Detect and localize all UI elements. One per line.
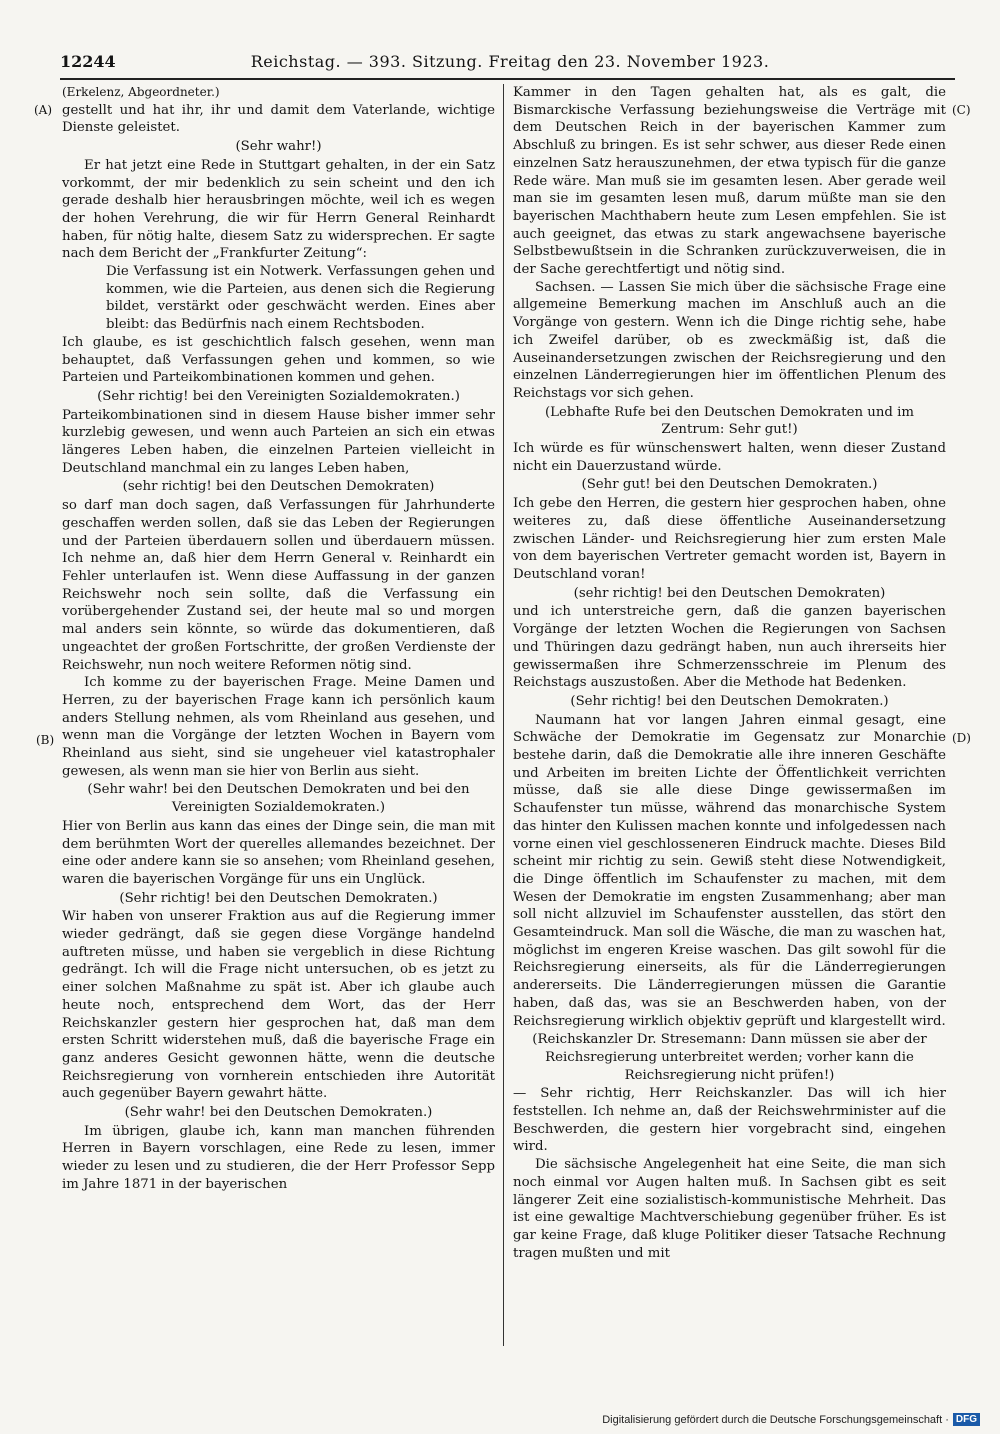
page-title: Reichstag. — 393. Sitzung. Freitag den 23. November 1923. [250, 52, 770, 71]
page-number: 12244 [60, 52, 116, 71]
paragraph: — Sehr richtig, Herr Reichskanzler. Das will ich hier feststellen. Ich nehme an, daß der Reichswehrminister auf die Beschwerden, die gestern hier vorgebracht sind, eingehen wird. [513, 1086, 946, 1155]
paragraph: Er hat jetzt eine Rede in Stuttgart gehalten, in der ein Satz vorkommt, der mir bedenklich zu sein scheint und den ich gerade deshalb hier herausbringen möchte, weil ich es wegen der hohen Verehrung, die wir für Herrn General Reinhardt haben, für nötig halte, diesem Satz zu widersprechen. Er sagte nach dem Bericht der „Frankfurter Zeitung“: [62, 157, 495, 262]
paragraph: Ich glaube, es ist geschichtlich falsch gesehen, wenn man behauptet, daß Verfassungen gehen und kommen, so wie Parteien und Parteikombinationen kommen und gehen. [62, 334, 495, 386]
paragraph: so darf man doch sagen, daß Verfassungen für Jahrhunderte geschaffen werden sollen, daß sie das Leben der Regierungen und der Parteien überdauern sollen und überdauern müssen. Ich nehme an, daß hier dem Herrn General v. Reinhardt ein Fehler unterlaufen ist. Wenn diese Auffassung in der ganzen Reichswehr noch sein sollte, daß die Verfassung ein vorübergehender Zustand sei, der heute mal so und morgen mal anders sein könnte, so würde das dokumentieren, daß ungeachtet der großen Fortschritte, der großen Verdienste der Reichswehr, nun noch weitere Reformen nötig sind. [62, 498, 495, 673]
interjection: (Sehr richtig! bei den Deutschen Demokraten.) [570, 693, 889, 709]
header-rule [60, 78, 955, 80]
interjection: (sehr richtig! bei den Deutschen Demokraten) [122, 479, 435, 495]
interjection: (Sehr richtig! bei den Vereinigten Sozialdemokraten.) [97, 388, 460, 404]
interjection: (Sehr wahr! bei den Deutschen Demokraten.) [124, 1105, 433, 1121]
paragraph: Kammer in den Tagen gehalten hat, als es galt, die Bismarckische Verfassung beziehungsweise die Verträge mit dem Deutschen Reich in der bayerischen Kammer zum Abschluß zu bringen. Es ist sehr schwer, aus dieser Rede einen einzelnen Satz herauszunehmen, der etwa typisch für die ganze Rede wäre. Man muß sie im gesamten lesen. Aber gerade weil man sie im gesamten lesen muß, darum müßte man sie den bayerischen Machthabern heute zum Lesen empfehlen. Sie ist auch geeignet, das etwas zu stark angewachsene bayerische Selbstbewußtsein in die Schranken zurückzuverweisen, die in der Sache gerechtfertigt und nötig sind. [513, 85, 946, 278]
margin-marker-d: (D) [952, 731, 971, 745]
margin-marker-b: (B) [36, 733, 55, 747]
right-column [513, 84, 946, 1262]
interjection: (Reichskanzler Dr. Stresemann: Dann müssen sie aber der Reichsregierung unterbreitet werden; vorher kann die Reichsregierung nicht prüfen!) [532, 1032, 927, 1083]
margin-marker-a: (A) [34, 103, 53, 117]
paragraph: Sachsen. — Lassen Sie mich über die sächsische Frage eine allgemeine Bemerkung machen im Anschluß auch an die Vorgänge von gestern. Wenn ich die Dinge richtig sehe, habe ich Zweifel darüber, ob es zweckmäßig ist, daß die Auseinandersetzungen zwischen der Reichsregierung und den einzelnen Länderregierungen hier im öffentlichen Plenum des Reichstags vor sich gehen. [513, 279, 946, 401]
paragraph: Ich gebe den Herren, die gestern hier gesprochen haben, ohne weiteres zu, daß diese öffentliche Auseinandersetzung zwischen Länder- und Reichsregierung hier zum ersten Male von dem bayerischen Vertreter gemacht worden ist, Bayern in Deutschland voran! [513, 496, 946, 582]
quotation: Die Verfassung ist ein Notwerk. Verfassungen gehen und kommen, wie die Parteien, aus denen sich die Regierung bildet, verstärkt oder geschwächt werden. Eines aber bleibt: das Bedürfnis nach einem Rechtsboden. [106, 264, 495, 333]
speaker-line: (Erkelenz, Abgeordneter.) [62, 85, 220, 99]
margin-marker-c: (C) [952, 103, 971, 117]
page-header [60, 52, 960, 78]
interjection: (Sehr gut! bei den Deutschen Demokraten.) [581, 477, 878, 493]
interjection: (Sehr richtig! bei den Deutschen Demokraten.) [119, 890, 438, 906]
paragraph: gestellt und hat ihr, ihr und damit dem Vaterlande, wichtige Dienste geleistet. [62, 102, 495, 136]
paragraph: Die sächsische Angelegenheit hat eine Seite, die man sich noch einmal vor Augen halten muß. In Sachsen gibt es seit längerer Zeit eine sozialistisch-kommunistische Mehrheit. Das ist eine gewaltige Machtverschiebung gegenüber früher. Es ist gar keine Frage, daß kluge Politiker dieser Tatsache Rechnung tragen mußten und mit [513, 1157, 946, 1261]
paragraph: Wir haben von unserer Fraktion aus auf die Regierung immer wieder gedrängt, daß sie gegen diese Vorgänge handelnd auftreten müsse, und haben sie vergeblich in diese Richtung gedrängt. Ich will die Frage nicht untersuchen, ob es jetzt zu einer solchen Maßnahme zu spät ist. Aber ich glaube auch heute noch, entsprechend dem Wort, das der Herr Reichskanzler gestern hier gesprochen hat, daß man dem ersten Schritt widerstehen muß, daß die bayerische Frage ein ganz anderes Gesicht gewonnen hätte, wenn die deutsche Reichsregierung von vornherein entschieden ihre Autorität auch gegenüber Bayern gewahrt hätte. [62, 909, 495, 1102]
footer [602, 1413, 980, 1426]
footer-text: Digitalisierung gefördert durch die Deutsche Forschungsgemeinschaft · [602, 1413, 949, 1426]
interjection: (Sehr wahr! bei den Deutschen Demokraten und bei den Vereinigten Sozialdemokraten.) [87, 782, 470, 816]
left-column [62, 84, 495, 1194]
paragraph: Ich komme zu der bayerischen Frage. Meine Damen und Herren, zu der bayerischen Frage kann ich persönlich kaum anders Stellung nehmen, als vom Rheinland aus gesehen, und wenn man die Vorgänge der letzten Wochen in Bayern vom Rheinland aus sieht, sind sie ungeheuer viel katastrophaler gewesen, als wenn man sie hier von Berlin aus sieht. [62, 675, 495, 779]
interjection: (sehr richtig! bei den Deutschen Demokraten) [573, 585, 886, 601]
paragraph: Ich würde es für wünschenswert halten, wenn dieser Zustand nicht ein Dauerzustand würde. [513, 441, 946, 474]
paragraph: Im übrigen, glaube ich, kann man manchen führenden Herren in Bayern vorschlagen, eine Rede zu lesen, immer wieder zu lesen und zu studieren, die der Herr Professor Sepp im Jahre 1871 in der bayerischen [62, 1123, 495, 1192]
paragraph: Hier von Berlin aus kann das eines der Dinge sein, die man mit dem berühmten Wort der querelles allemandes bezeichnet. Der eine oder andere kann sie so ansehen; vom Rheinland gesehen, waren die bayerischen Vorgänge für uns ein Unglück. [62, 818, 495, 887]
paragraph: Parteikombinationen sind in diesem Hause bisher immer sehr kurzlebig gewesen, und wenn auch Parteien an sich ein etwas längeres Leben haben, die einzelnen Parteien vielleicht in Deutschland manchmal ein zu langes Leben haben, [62, 407, 495, 476]
column-divider [503, 84, 504, 1346]
interjection: (Sehr wahr!) [235, 139, 322, 155]
interjection: (Lebhafte Rufe bei den Deutschen Demokraten und im Zentrum: Sehr gut!) [544, 404, 915, 438]
dfg-logo: DFG [953, 1413, 980, 1426]
paragraph: Naumann hat vor langen Jahren einmal gesagt, eine Schwäche der Demokratie im Gegensatz zur Monarchie bestehe darin, daß die Demokratie alle ihre inneren Geschäfte und Arbeiten im breiten Lichte der Öffentlichkeit verrichten müsse, daß sie alle diese Dinge gewissermaßen im Schaufenster tun müsse, während das monarchische System das hinter den Kulissen machen konnte und infolgedessen nach vorne einen viel geschlosseneren Eindruck machte. Dieses Bild scheint mir richtig zu sein. Gewiß steht diese Notwendigkeit, die Dinge öffentlich im Schaufenster zu machen, mit dem Wesen der Demokratie im engsten Zusammenhang; aber man soll nicht allzuviel im Schaufenster ausstellen, das stört den Gesamteindruck. Man soll die Wäsche, die man zu waschen hat, möglichst im engeren Kreise waschen. Das gilt sowohl für die Reichsregierung einerseits, als für die Länderregierungen andererseits. Die Länderregierungen müssen die Garantie haben, daß das, was sie an Beschwerden haben, von der Reichsregierung wirklich objektiv geprüft und klargestellt wird. [513, 712, 946, 1029]
paragraph: und ich unterstreiche gern, daß die ganzen bayerischen Vorgänge der letzten Wochen die Regierungen von Sachsen und Thüringen dazu gedrängt haben, nun auch ihrerseits hier gewissermaßen ihre Schmerzensschreie im Plenum des Reichstags auszustoßen. Aber die Methode hat Bedenken. [513, 604, 946, 691]
